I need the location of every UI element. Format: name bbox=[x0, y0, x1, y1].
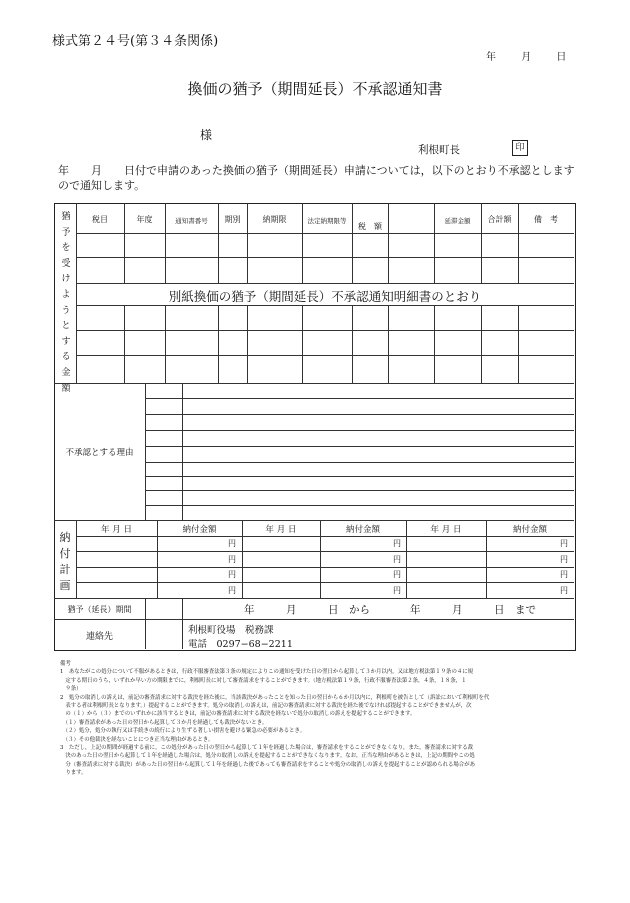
note-line: 3 ただし，上記の期間が経過する前に，この処分があった日の翌日から起算して１年を経過した場合は，審査請求をすることができなくなり，また，審査請求に対する裁 bbox=[60, 745, 474, 752]
plan-amount-header-3: 納付金額 bbox=[512, 525, 547, 535]
yen-unit: 円 bbox=[228, 555, 236, 564]
detail-reference-note: 別紙換価の猶予（期間延長）不承認通知明細書のとおり bbox=[168, 289, 482, 304]
note-line: （３）その他裁決を経ないことにつき正当な理由があるとき。 bbox=[60, 736, 214, 743]
notes-section bbox=[60, 660, 580, 778]
note-line: ９条） bbox=[60, 686, 82, 693]
amount-side-label: 猶予を受けようとする金額 bbox=[61, 212, 71, 394]
yen-unit: 円 bbox=[393, 586, 401, 595]
period-from: 年 月 日 から bbox=[244, 604, 370, 616]
note-line: （２）処分，処分の執行又は手続きの続行により生ずる著しい損害を避ける緊急の必要があるとき。 bbox=[60, 728, 306, 735]
seal-mark: 印 bbox=[512, 140, 528, 156]
col-header-tax-item: 税目 bbox=[92, 215, 108, 224]
issuer-name: 利根町長 bbox=[418, 144, 460, 156]
col-header-period: 期別 bbox=[224, 215, 241, 224]
note-line: 2 処分の取消しの訴えは，前記の審査請求に対する裁決を経た後に，当該裁決があったことを知った日の翌日から６か月以内に，利根町を被告として（訴訟において利根町を代 bbox=[60, 694, 490, 701]
col-header-tax-amount: 税 額 bbox=[358, 222, 382, 231]
yen-unit: 円 bbox=[393, 570, 401, 579]
year-label: 年 bbox=[486, 52, 496, 63]
note-line: 分（審査請求に対する裁決）があった日の翌日から起算して１年を経過した後であっても審査請求をすることや処分の取消しの訴えを提起することが認められる場合があ bbox=[60, 761, 475, 768]
yen-unit: 円 bbox=[228, 570, 236, 579]
day-label: 日 bbox=[556, 52, 567, 63]
payment-plan-side-label: 納付計画 bbox=[59, 531, 71, 592]
contact-phone: 電話 0297−68−2211 bbox=[188, 639, 293, 650]
col-header-fiscal-year: 年度 bbox=[136, 215, 153, 224]
yen-unit: 円 bbox=[228, 586, 236, 595]
reason-label: 不承認とする理由 bbox=[65, 448, 134, 458]
form-table bbox=[54, 203, 576, 651]
plan-date-header-2: 年 月 日 bbox=[265, 525, 297, 535]
plan-amount-header-2: 納付金額 bbox=[345, 525, 380, 535]
yen-unit: 円 bbox=[228, 539, 236, 548]
yen-unit: 円 bbox=[560, 586, 568, 595]
plan-amount-header-1: 納付金額 bbox=[182, 525, 217, 535]
col-header-notice-no: 通知書番号 bbox=[175, 217, 208, 225]
yen-unit: 円 bbox=[393, 555, 401, 564]
yen-unit: 円 bbox=[560, 555, 568, 564]
col-header-total: 合計額 bbox=[487, 215, 512, 224]
col-header-legal-due: 法定納期限等 bbox=[307, 217, 347, 225]
note-line: 1 あなたがこの処分について不服があるときは，行政不服審査法第３条の規定によりこの通知を受けた日の翌日から起算して３か月以内，又は地方税法第１９条の４に規 bbox=[60, 669, 474, 676]
col-header-late-fee: 延滞金額 bbox=[444, 217, 471, 225]
note-line: 決のあった日の翌日から起算して１年を経過した場合は，処分の取消しの訴えを提起することができなくなります。なお，正当な理由があるときは，上記の期間やこの処 bbox=[60, 753, 475, 760]
note-line: の（１）から（３）までのいずれかに該当するときは，前記の審査請求に対する裁決を経ないで処分の取消しの訴えを提起することができます。 bbox=[60, 711, 416, 718]
contact-office: 利根町役場 税務課 bbox=[188, 625, 274, 636]
plan-date-header-1: 年 月 日 bbox=[101, 525, 132, 535]
yen-unit: 円 bbox=[560, 539, 568, 548]
contact-label: 連絡先 bbox=[85, 632, 113, 642]
notes-title: 備考 bbox=[60, 661, 71, 667]
plan-date-header-3: 年 月 日 bbox=[430, 525, 462, 535]
yen-unit: 円 bbox=[393, 539, 401, 548]
period-to: 年 月 日 まで bbox=[410, 604, 536, 616]
note-line: （１）審査請求があった日の翌日から起算して３か月を経過しても裁決がないとき。 bbox=[60, 719, 268, 726]
col-header-remarks: 備 考 bbox=[534, 215, 558, 224]
document-title: 換価の猶予（期間延長）不承認通知書 bbox=[187, 80, 443, 98]
yen-unit: 円 bbox=[560, 570, 568, 579]
period-label: 猶予（延長）期間 bbox=[67, 605, 132, 614]
intro-text: 年 月 日付で申請のあった換価の猶予（期間延長）申請については，以下のとおり不承認としますので通知します。 bbox=[58, 164, 575, 192]
note-line: ります。 bbox=[60, 770, 87, 777]
month-label: 月 bbox=[521, 52, 532, 63]
issue-date bbox=[486, 48, 566, 63]
col-header-due-date: 納期限 bbox=[262, 215, 287, 224]
addressee-suffix: 様 bbox=[200, 128, 213, 142]
form-number: 様式第２４号(第３４条関係) bbox=[52, 34, 219, 49]
note-line: 定する期日のうち，いずれか早い方の期限までに，利根町長に対して審査請求をすることができます。（地方税法第１９条，行政不服審査法第２条，４条，１８条，１ bbox=[60, 677, 467, 684]
note-line: 表する者は利根町長となります。）提起することができます。処分の取消しの訴えは，前記の審査請求に対する裁決を経た後でなければ提起することができませんが，次 bbox=[60, 703, 472, 710]
